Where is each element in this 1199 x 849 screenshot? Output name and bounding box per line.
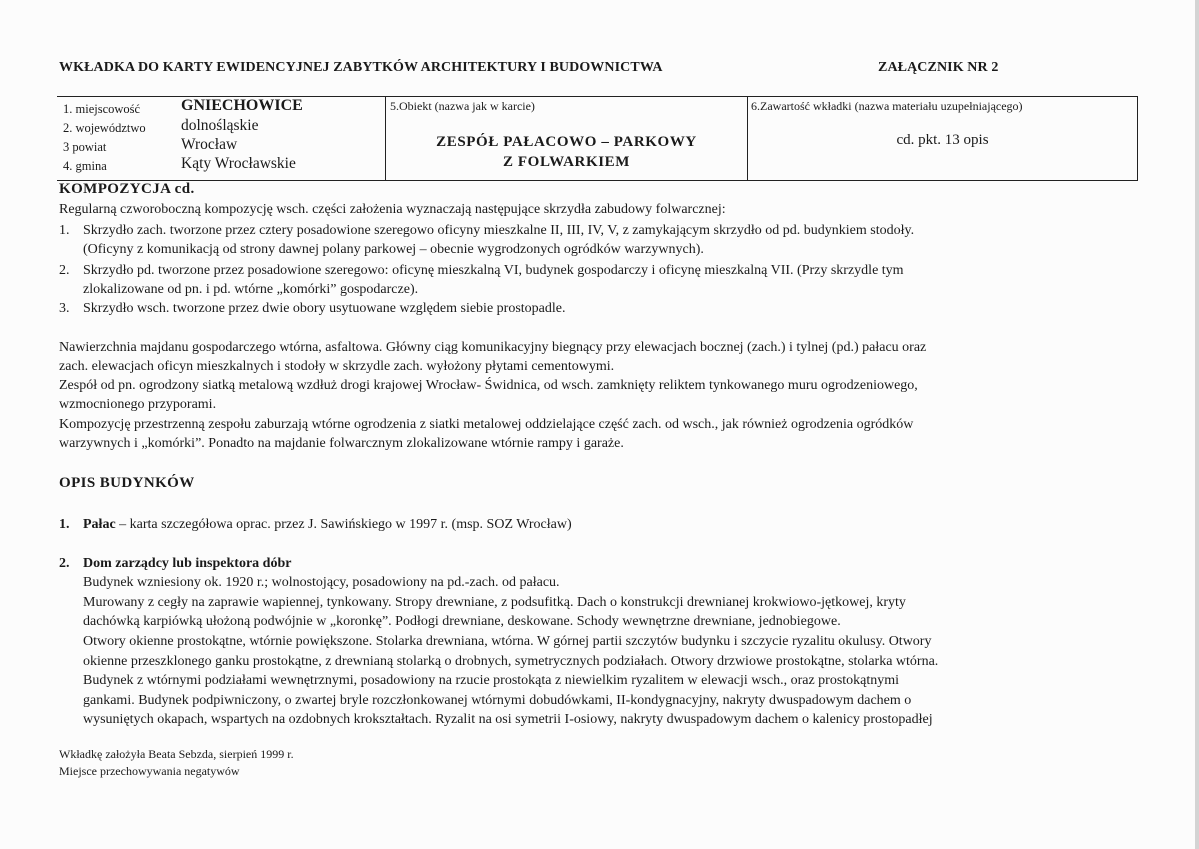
table-bottom-border — [57, 180, 1137, 181]
kompozycja-item-3-num: 3. — [59, 301, 70, 316]
location-value-4: Kąty Wrocławskie — [181, 155, 296, 172]
location-label-3: 3 powiat — [63, 140, 107, 154]
opis-item-1-desc: – karta szczegółowa oprac. przez J. Sawińskiego w 1997 r. (msp. SOZ Wrocław) — [115, 517, 572, 532]
opis-item-2-num: 2. — [59, 556, 70, 571]
table-right-border — [1137, 96, 1138, 181]
kompozycja-para-line5: Kompozycję przestrzenną zespołu zaburzają wtórne ogrodzenia z siatki metalowej oddzielające część zach. od wsch., jak również ogrodzenia ogródków — [59, 417, 914, 432]
opis-item-2-line4: Otwory okienne prostokątne, wtórnie powiększone. Stolarka drewniana, wtórna. W górnej partii szczytów budynku i szczycie ryzalitu okulusy. Otwory — [83, 634, 932, 649]
footer-negatives: Miejsce przechowywania negatywów — [59, 764, 240, 778]
kompozycja-intro: Regularną czworoboczną kompozycję wsch. części założenia wyznaczają następujące skrzydła zabudowy folwarcznej: — [59, 202, 726, 217]
kompozycja-para-line1: Nawierzchnia majdanu gospodarczego wtórna, asfaltowa. Główny ciąg komunikacyjny biegnący przy elewacjach bocznej (zach.) i tylnej (pd.) pałacu oraz — [59, 340, 927, 355]
kompozycja-para-line3: Zespół od pn. ogrodzony siatką metalową wzdłuż drogi krajowej Wrocław- Świdnica, od wsch. zamknięty reliktem tynkowanego muru ogrodzeniowego, — [59, 378, 918, 393]
kompozycja-para-line2: zach. elewacjach oficyn mieszkalnych i stodoły w skrzydle zach. wyłożony płytami cementowymi. — [59, 359, 615, 374]
opis-item-1-text — [83, 515, 572, 534]
object-label: 5.Obiekt (nazwa jak w karcie) — [390, 99, 535, 113]
kompozycja-item-1-line2: (Oficyny z komunikacją od strony dawnej polany parkowej – obecnie wygrodzonych ogródków warzywnych). — [83, 242, 704, 257]
contents-value: cd. pkt. 13 opis — [896, 132, 989, 148]
contents-label: 6.Zawartość wkładki (nazwa materiału uzupełniającego) — [751, 99, 1023, 113]
location-label-1: 1. miejscowość — [63, 102, 141, 116]
location-label-2: 2. województwo — [63, 121, 146, 135]
opis-item-2-line7: gankami. Budynek podpiwniczony, o zwartej bryle rozczłonkowanej wtórnymi dobudówkami, II-kondygnacyjny, nakryty dwuspadowym dachem o — [83, 693, 912, 708]
kompozycja-item-1-line1: Skrzydło zach. tworzone przez cztery posadowione szeregowo oficyny mieszkalne II, III, IV, V, z zamykającym skrzydło od pd. budynkiem stodoły. — [83, 223, 915, 238]
location-value-1: GNIECHOWICE — [181, 97, 303, 114]
annex-number: ZAŁĄCZNIK NR 2 — [878, 60, 999, 75]
kompozycja-heading: KOMPOZYCJA cd. — [59, 181, 195, 197]
kompozycja-item-2-line1: Skrzydło pd. tworzone przez posadowione szeregowo: oficynę mieszkalną VI, budynek gospodarczy i oficynę mieszkalną VII. (Przy skrzydle tym — [83, 263, 904, 278]
kompozycja-para-line4: wzmocnionego przyporami. — [59, 397, 217, 412]
object-name-line1: ZESPÓŁ PAŁACOWO – PARKOWY — [436, 134, 697, 150]
opis-item-2-line8: wysuniętych okapach, wspartych na ozdobnych krokształtach. Ryzalit na osi symetrii I-osiowy, nakryty dwuspadowym dachem o kalenicy prostopadłej — [83, 712, 933, 727]
opis-item-2-line3: dachówką karpiówką ułożoną podwójnie w „koronkę”. Podłogi drewniane, deskowane. Schody wewnętrzne drewniane, jednobiegowe. — [83, 614, 841, 629]
kompozycja-item-1-num: 1. — [59, 223, 70, 238]
scan-edge — [1195, 0, 1199, 849]
opis-item-2-line6: Budynek z wtórnymi podziałami wewnętrznymi, posadowiony na rzucie prostokąta z niewielkim ryzalitem w elewacji wsch., oraz prostokątnymi — [83, 673, 900, 688]
kompozycja-item-2-line2: zlokalizowane od pn. i pd. wtórne „komórki” gospodarcze). — [83, 282, 419, 297]
document-title: WKŁADKA DO KARTY EWIDENCYJNEJ ZABYTKÓW ARCHITEKTURY I BUDOWNICTWA — [59, 60, 663, 75]
kompozycja-item-2-num: 2. — [59, 263, 70, 278]
location-value-2: dolnośląskie — [181, 117, 259, 134]
footer-author: Wkładkę założyła Beata Sebzda, sierpień 1999 r. — [59, 747, 294, 761]
opis-item-1-title: Pałac — [83, 517, 116, 532]
opis-item-2-line2: Murowany z cegły na zaprawie wapiennej, tynkowany. Stropy drewniane, z podsufitką. Dach o konstrukcji drewnianej krokwiowo-jętkowej, kryty — [83, 595, 906, 610]
opis-item-2-line1: Budynek wzniesiony ok. 1920 r.; wolnostojący, posadowiony na pd.-zach. od pałacu. — [83, 575, 560, 590]
opis-heading: OPIS BUDYNKÓW — [59, 475, 195, 491]
kompozycja-item-3-line1: Skrzydło wsch. tworzone przez dwie obory usytuowane względem siebie prostopadle. — [83, 301, 566, 316]
opis-item-2-line5: okienne przeszklonego ganku prostokątne, z drewnianą stolarką o drobnych, symetrycznych podziałach. Otwory drzwiowe prostokątne, stolarka wtórna. — [83, 654, 939, 669]
object-name-line2: Z FOLWARKIEM — [502, 154, 631, 170]
location-label-4: 4. gmina — [63, 159, 107, 173]
opis-item-2-title: Dom zarządcy lub inspektora dóbr — [83, 556, 292, 571]
opis-item-1-num: 1. — [59, 517, 70, 532]
kompozycja-para-line6: warzywnych i „komórki”. Ponadto na majdanie folwarcznym zlokalizowane wtórnie rampy i garaże. — [59, 436, 624, 451]
location-value-3: Wrocław — [181, 136, 238, 153]
